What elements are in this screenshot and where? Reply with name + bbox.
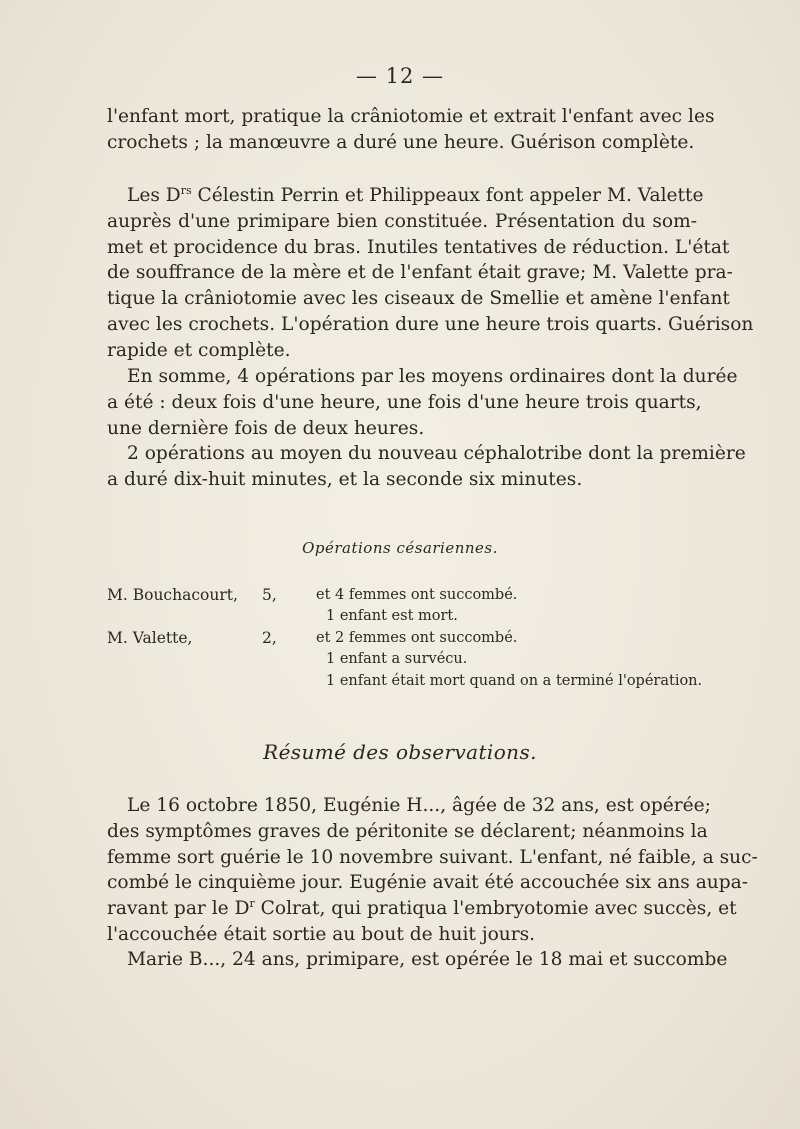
text-line xyxy=(107,896,737,922)
table-row xyxy=(107,671,727,692)
text-fragment: Les D xyxy=(127,185,181,206)
text-line: combé le cinquième jour. Eugénie avait été accouchée six ans aupa- xyxy=(107,872,749,894)
text-line: 2 opérations au moyen du nouveau céphalotribe dont la première xyxy=(127,443,746,464)
page-number: — 12 — xyxy=(355,64,445,88)
paragraph-5 xyxy=(107,793,758,948)
operation-count: 5, xyxy=(262,586,277,604)
section-heading-resume: Résumé des observations. xyxy=(263,740,537,764)
text-fragment: Célestin Perrin et Philippeaux font appeler M. Valette xyxy=(191,185,704,206)
text-line: de souffrance de la mère et de l'enfant était grave; M. Valette pra- xyxy=(107,262,733,284)
text-line: des symptômes graves de péritonite se déclarent; néanmoins la xyxy=(107,820,708,842)
text-line: l'accouchée était sortie au bout de huit jours. xyxy=(107,923,536,945)
text-line: auprès d'une primipare bien constituée. Présentation du som- xyxy=(107,210,697,232)
text-line: rapide et complète. xyxy=(107,339,291,361)
paragraph-3 xyxy=(107,364,738,441)
paragraph-4 xyxy=(107,441,746,493)
text-line: crochets ; la manœuvre a duré une heure. Guérison complète. xyxy=(107,131,695,153)
text-line: Le 16 octobre 1850, Eugénie H..., âgée de 32 ans, est opérée; xyxy=(127,795,711,816)
table-row xyxy=(107,628,727,649)
table-row xyxy=(107,585,727,606)
text-line: a été : deux fois d'une heure, une fois d'une heure trois quarts, xyxy=(107,391,702,413)
paragraph-2 xyxy=(107,183,754,364)
text-line xyxy=(107,183,704,209)
text-line: femme sort guérie le 10 novembre suivant. L'enfant, né faible, a suc- xyxy=(107,846,758,868)
results-table xyxy=(107,585,727,692)
text-line: une dernière fois de deux heures. xyxy=(107,417,425,439)
surgeon-name: M. Bouchacourt, xyxy=(107,586,238,604)
text-line: l'enfant mort, pratique la crâniotomie et extrait l'enfant avec les xyxy=(107,106,715,127)
outcome-detail: 1 enfant était mort quand on a terminé l'opération. xyxy=(326,672,703,689)
text-line: Marie B..., 24 ans, primipare, est opérée le 18 mai et succombe xyxy=(127,949,728,970)
section-heading-cesariennes: Opérations césariennes. xyxy=(302,539,498,557)
paragraph-6 xyxy=(107,947,728,973)
outcome-detail: 1 enfant a survécu. xyxy=(326,651,468,668)
text-line: En somme, 4 opérations par les moyens ordinaires dont la durée xyxy=(127,366,738,387)
text-line: avec les crochets. L'opération dure une heure trois quarts. Guérison xyxy=(107,313,754,335)
superscript: r xyxy=(249,897,255,910)
outcome-detail: et 2 femmes ont succombé. xyxy=(316,629,518,646)
text-line: a duré dix-huit minutes, et la seconde six minutes. xyxy=(107,468,583,490)
outcome-detail: et 4 femmes ont succombé. xyxy=(316,587,518,603)
table-row xyxy=(107,606,727,627)
text-fragment: ravant par le D xyxy=(107,898,250,920)
text-line: tique la crâniotomie avec les ciseaux de Smellie et amène l'enfant xyxy=(107,288,730,310)
superscript: rs xyxy=(180,183,192,197)
paragraph-1 xyxy=(107,104,715,156)
outcome-detail: 1 enfant est mort. xyxy=(326,608,458,625)
surgeon-name: M. Valette, xyxy=(107,628,193,647)
operation-count: 2, xyxy=(262,628,277,647)
text-line: met et procidence du bras. Inutiles tentatives de réduction. L'état xyxy=(107,236,730,258)
text-fragment: Colrat, qui pratiqua l'embryotomie avec succès, et xyxy=(254,898,737,920)
table-row xyxy=(107,649,727,670)
